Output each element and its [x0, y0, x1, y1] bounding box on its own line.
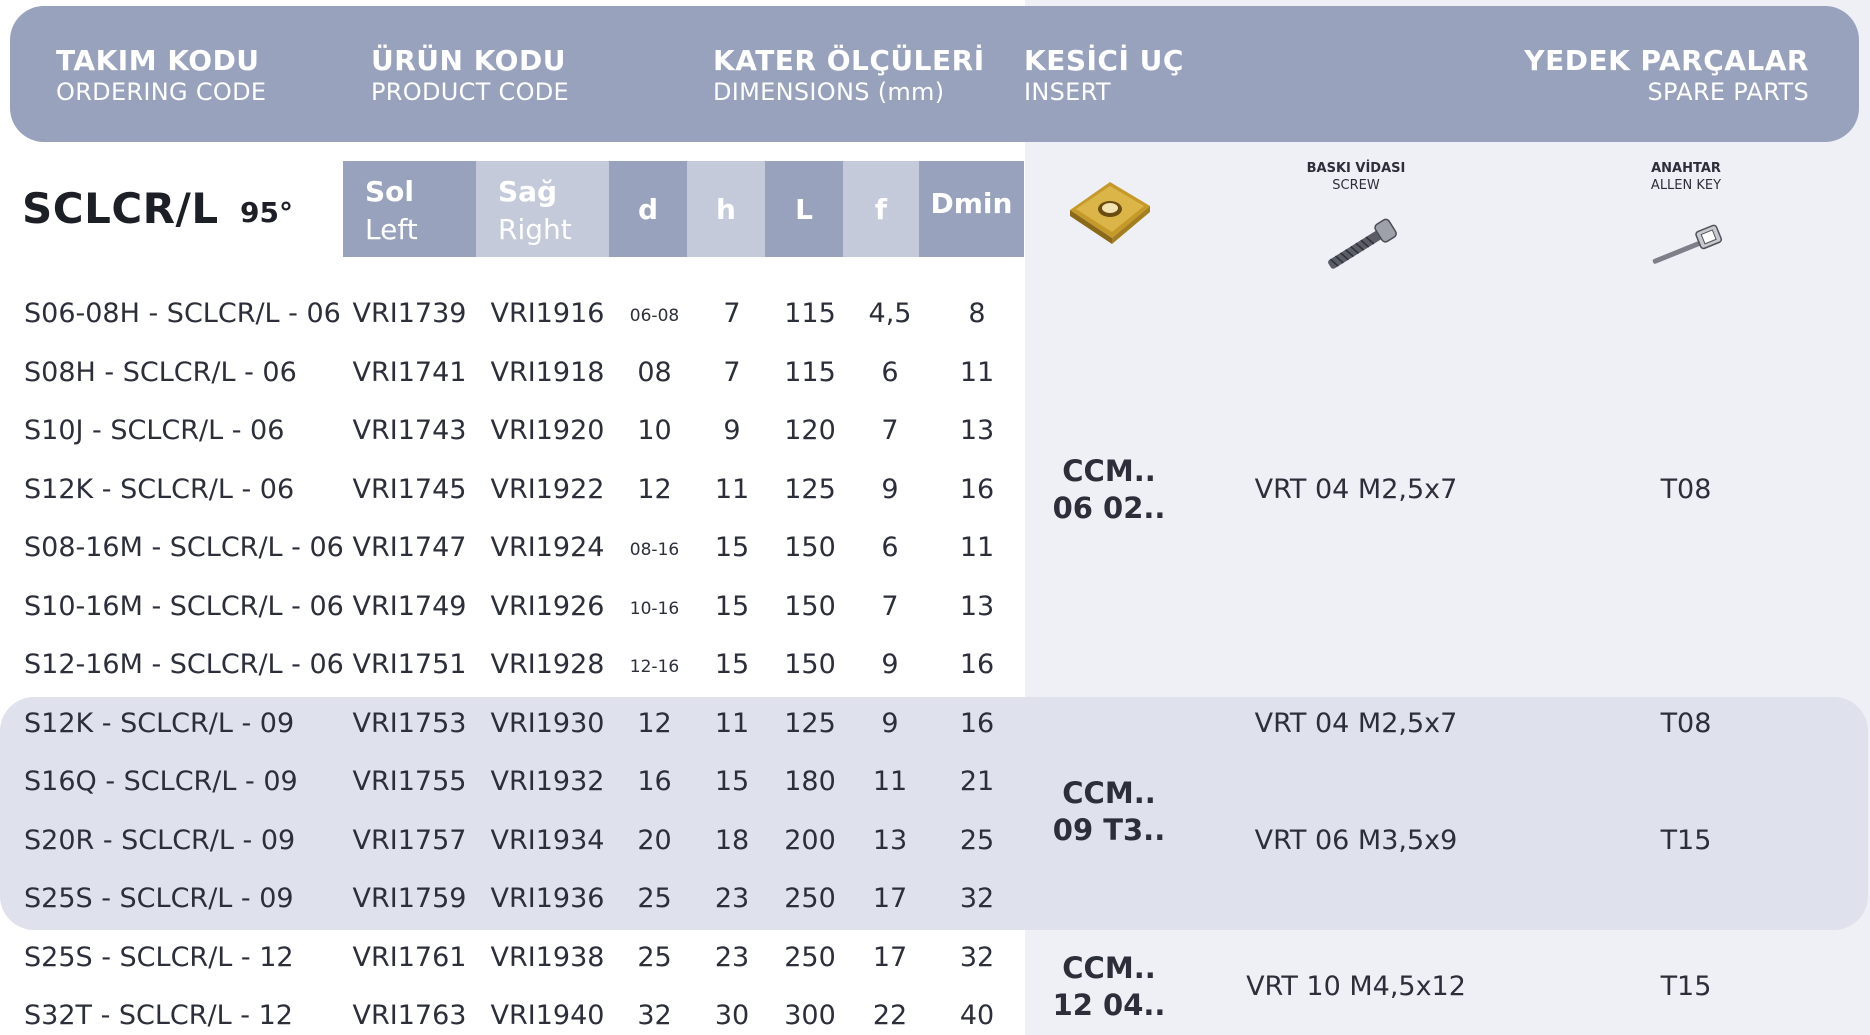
cell-L: 115 — [784, 356, 836, 388]
cell-code: S25S - SCLCR/L - 09 — [24, 883, 294, 914]
header-ordering-code-en: ORDERING CODE — [56, 78, 267, 106]
cell-left: VRI1759 — [352, 883, 467, 914]
cell-f: 17 — [872, 941, 908, 973]
col-header-L — [765, 161, 843, 257]
tool-angle: 95° — [240, 196, 293, 229]
spare-key-09a: T08 — [1660, 708, 1712, 739]
cell-dmin: 13 — [959, 415, 995, 446]
spare-key-06: T08 — [1660, 474, 1712, 505]
cell-dmin: 11 — [959, 532, 995, 563]
cell-f: 9 — [881, 649, 899, 680]
spare-header-screw — [1256, 160, 1456, 194]
cell-f: 9 — [881, 473, 899, 505]
cell-dmin: 21 — [959, 766, 995, 797]
cell-f: 6 — [881, 532, 899, 563]
cell-right: VRI1918 — [490, 356, 605, 388]
cell-dmin: 16 — [959, 707, 995, 739]
insert-icon — [1066, 176, 1154, 246]
header-dimensions-en: DIMENSIONS (mm) — [713, 78, 945, 106]
cell-code: S12K - SCLCR/L - 06 — [24, 473, 295, 505]
cell-dmin: 11 — [959, 356, 995, 388]
cell-h: 11 — [714, 707, 750, 739]
cell-d: 32 — [637, 1000, 672, 1031]
cell-right: VRI1938 — [490, 941, 605, 973]
cell-code: S08H - SCLCR/L - 06 — [24, 356, 297, 388]
cell-dmin: 8 — [968, 298, 986, 329]
col-f-label: f — [874, 193, 888, 226]
header-spare-parts-en: SPARE PARTS — [1647, 78, 1809, 106]
cell-right: VRI1936 — [490, 883, 605, 914]
cell-d: 12 — [637, 473, 672, 505]
cell-code: S12K - SCLCR/L - 09 — [24, 707, 295, 739]
cell-code: S16Q - SCLCR/L - 09 — [24, 766, 298, 797]
cell-d: 10 — [637, 415, 672, 446]
cell-dmin: 25 — [959, 824, 995, 856]
spare-header-screw-tr: BASKI VİDASI — [1306, 161, 1406, 176]
cell-d: 12-16 — [629, 657, 680, 677]
cell-d: 08-16 — [629, 540, 680, 560]
cell-L: 120 — [784, 415, 836, 446]
cell-d: 16 — [637, 766, 672, 797]
cell-right: VRI1940 — [490, 1000, 605, 1031]
cell-L: 150 — [784, 532, 836, 563]
cell-right: VRI1916 — [490, 298, 605, 329]
spare-key-12: T15 — [1660, 971, 1712, 1002]
col-header-h — [687, 161, 765, 257]
insert-code-12-line2: 12 04.. — [1052, 988, 1166, 1022]
cell-L: 115 — [784, 298, 836, 329]
allen-key-icon — [1646, 222, 1732, 272]
cell-d: 06-08 — [629, 306, 680, 326]
col-header-dmin — [919, 161, 1024, 257]
col-header-d — [609, 161, 687, 257]
cell-d: 08 — [637, 356, 672, 388]
header-banner — [10, 6, 1859, 142]
header-spare-parts-tr: YEDEK PARÇALAR — [1524, 44, 1809, 77]
cell-left: VRI1745 — [352, 473, 467, 505]
cell-f: 9 — [881, 707, 899, 739]
cell-f: 7 — [881, 415, 899, 446]
spare-screw-12: VRT 10 M4,5x12 — [1246, 971, 1466, 1002]
insert-code-06-line1: CCM.. — [1062, 454, 1156, 488]
cell-d: 12 — [637, 707, 672, 739]
cell-h: 7 — [723, 298, 741, 329]
cell-d: 20 — [637, 824, 672, 856]
spare-screw-06: VRT 04 M2,5x7 — [1254, 474, 1458, 505]
header-spare-parts — [1524, 44, 1809, 106]
cell-dmin: 32 — [959, 883, 995, 914]
col-L-label: L — [795, 193, 813, 226]
cell-f: 13 — [872, 824, 908, 856]
cell-code: S12-16M - SCLCR/L - 06 — [24, 649, 344, 680]
cell-L: 250 — [784, 941, 836, 973]
header-dimensions — [713, 44, 985, 106]
cell-dmin: 16 — [959, 473, 995, 505]
insert-code-06-line2: 06 02.. — [1052, 491, 1166, 525]
cell-left: VRI1757 — [352, 824, 467, 856]
cell-h: 30 — [714, 1000, 750, 1031]
cell-f: 22 — [872, 1000, 908, 1031]
col-header-right — [476, 161, 609, 257]
col-header-f — [843, 161, 919, 257]
cell-d: 25 — [637, 941, 672, 973]
spare-screw-09a: VRT 04 M2,5x7 — [1254, 708, 1458, 739]
cell-right: VRI1934 — [490, 824, 605, 856]
cell-right: VRI1920 — [490, 415, 605, 446]
cell-left: VRI1747 — [352, 532, 467, 563]
cell-f: 7 — [881, 590, 899, 622]
cell-right: VRI1922 — [490, 473, 605, 505]
cell-d: 25 — [637, 883, 672, 914]
cell-L: 125 — [784, 707, 836, 739]
cell-h: 7 — [723, 356, 741, 388]
cell-code: S06-08H - SCLCR/L - 06 — [24, 298, 341, 329]
cell-code: S32T - SCLCR/L - 12 — [24, 1000, 293, 1031]
cell-dmin: 32 — [959, 941, 995, 973]
cell-dmin: 16 — [959, 649, 995, 680]
spare-screw-09b: VRT 06 M3,5x9 — [1254, 825, 1458, 856]
col-header-left — [343, 161, 476, 257]
cell-left: VRI1739 — [352, 298, 467, 329]
cell-left: VRI1763 — [352, 1000, 467, 1031]
cell-f: 4,5 — [868, 298, 912, 329]
cell-f: 17 — [872, 883, 908, 914]
cell-left: VRI1753 — [352, 707, 467, 739]
cell-code: S25S - SCLCR/L - 12 — [24, 941, 294, 973]
header-dimensions-tr: KATER ÖLÇÜLERİ — [713, 44, 985, 77]
cell-right: VRI1930 — [490, 707, 605, 739]
cell-h: 18 — [714, 824, 750, 856]
col-right-en: Right — [498, 213, 572, 246]
cell-h: 11 — [714, 473, 750, 505]
col-d-label: d — [637, 193, 659, 226]
cell-h: 9 — [723, 415, 741, 446]
cell-left: VRI1741 — [352, 356, 467, 388]
cell-right: VRI1926 — [490, 590, 605, 622]
col-left-tr: Sol — [365, 175, 414, 208]
header-ordering-code — [56, 44, 266, 106]
cell-right: VRI1932 — [490, 766, 605, 797]
cell-h: 15 — [714, 532, 750, 563]
col-left-en: Left — [365, 213, 418, 246]
cell-h: 15 — [714, 590, 750, 622]
cell-left: VRI1749 — [352, 590, 467, 622]
cell-dmin: 13 — [959, 590, 995, 622]
header-product-code-en: PRODUCT CODE — [371, 78, 570, 106]
header-insert-tr: KESİCİ UÇ — [1024, 44, 1184, 77]
insert-code-09-line2: 09 T3.. — [1052, 813, 1166, 847]
cell-L: 200 — [784, 824, 836, 856]
cell-left: VRI1761 — [352, 941, 467, 973]
cell-L: 150 — [784, 649, 836, 680]
cell-h: 23 — [714, 941, 750, 973]
screw-icon — [1318, 218, 1404, 274]
cell-d: 10-16 — [629, 598, 680, 619]
cell-h: 15 — [714, 766, 750, 797]
cell-L: 150 — [784, 590, 836, 622]
header-product-code-tr: ÜRÜN KODU — [371, 44, 566, 77]
col-right-tr: Sağ — [498, 175, 558, 208]
cell-right: VRI1924 — [490, 532, 605, 563]
col-dmin-label: Dmin — [930, 187, 1013, 220]
spare-header-key — [1586, 160, 1786, 194]
cell-f: 11 — [872, 766, 908, 797]
cell-code: S10J - SCLCR/L - 06 — [24, 415, 285, 446]
cell-h: 15 — [714, 649, 750, 680]
header-product-code — [371, 44, 569, 106]
header-insert-en: INSERT — [1024, 78, 1111, 106]
cell-f: 6 — [881, 356, 899, 388]
cell-L: 250 — [784, 883, 836, 914]
insert-code-12 — [1029, 950, 1189, 1024]
insert-code-12-line1: CCM.. — [1062, 951, 1156, 985]
cell-code: S10-16M - SCLCR/L - 06 — [24, 590, 344, 622]
insert-code-06 — [1029, 453, 1189, 527]
cell-h: 23 — [714, 883, 750, 914]
cell-L: 125 — [784, 473, 836, 505]
cell-code: S20R - SCLCR/L - 09 — [24, 824, 296, 856]
insert-code-09 — [1029, 775, 1189, 849]
spare-key-09b: T15 — [1660, 825, 1712, 856]
cell-L: 180 — [784, 766, 836, 797]
cell-left: VRI1751 — [352, 649, 467, 680]
spare-header-key-en: ALLEN KEY — [1650, 178, 1722, 193]
spare-header-screw-en: SCREW — [1332, 178, 1380, 193]
cell-right: VRI1928 — [490, 649, 605, 680]
insert-code-09-line1: CCM.. — [1062, 776, 1156, 810]
col-h-label: h — [716, 193, 736, 226]
header-ordering-code-tr: TAKIM KODU — [56, 44, 260, 77]
cell-left: VRI1743 — [352, 415, 467, 446]
cell-left: VRI1755 — [352, 766, 467, 797]
tool-name: SCLCR/L — [22, 184, 219, 233]
spare-header-key-tr: ANAHTAR — [1651, 161, 1721, 176]
header-insert — [1024, 44, 1184, 106]
cell-code: S08-16M - SCLCR/L - 06 — [24, 532, 344, 563]
cell-L: 300 — [784, 1000, 836, 1031]
cell-dmin: 40 — [959, 1000, 995, 1031]
